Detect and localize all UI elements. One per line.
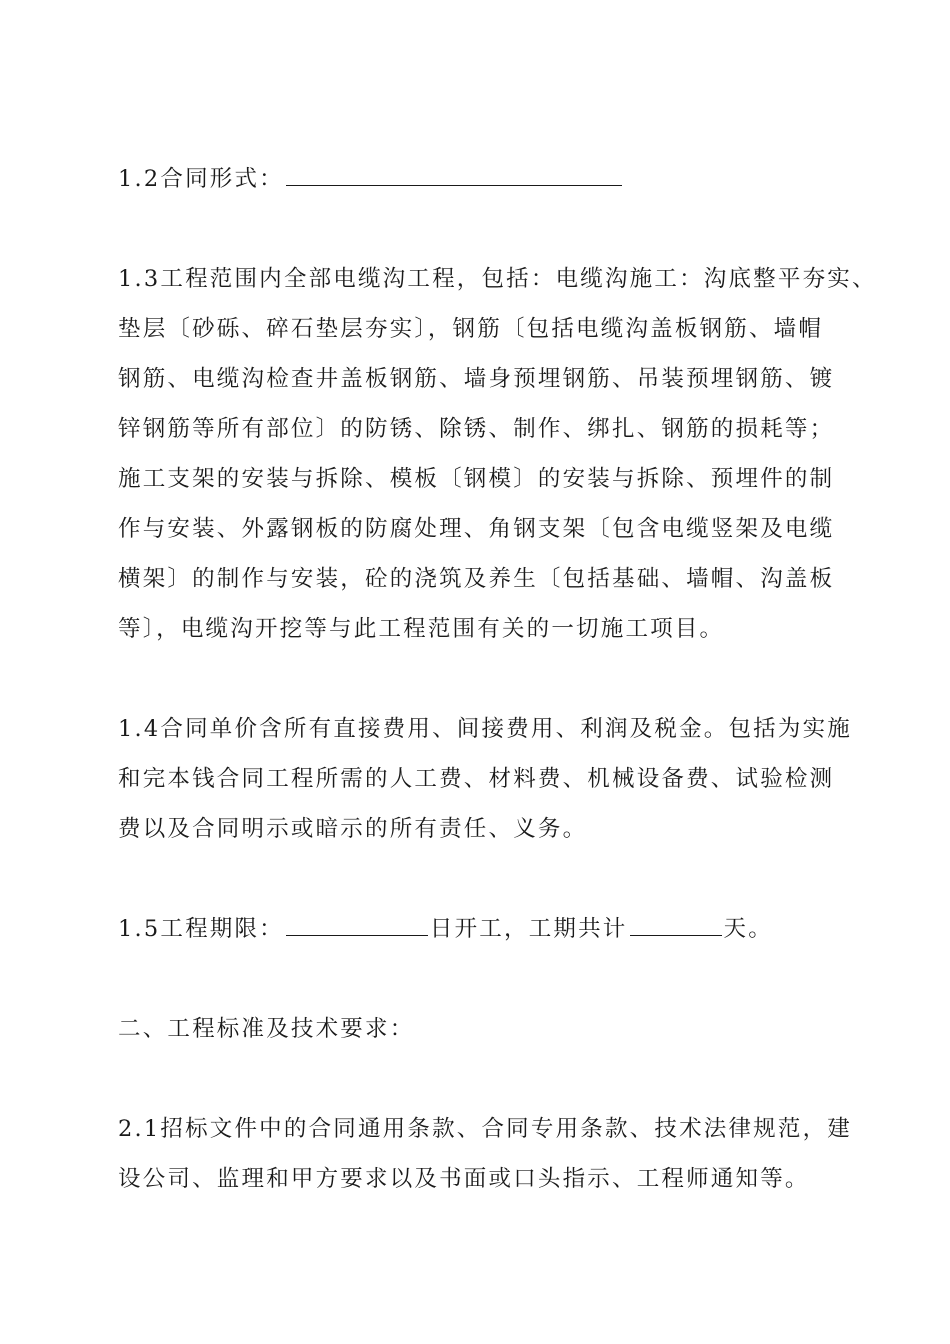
clause-1-4	[118, 704, 858, 854]
clause-1-5-label: 1.5工程期限：	[118, 916, 284, 942]
clause-1-3	[118, 254, 877, 654]
clause-2-1-line: 设公司、监理和甲方要求以及书面或口头指示、工程师通知等。	[118, 1166, 810, 1192]
clause-1-4-line: 费以及合同明示或暗示的所有责任、义务。	[118, 816, 588, 842]
duration-blank	[630, 905, 722, 936]
clause-1-3-line: 1.3工程范围内全部电缆沟工程，包括：电缆沟施工：沟底整平夯实、	[118, 266, 877, 292]
clause-1-5-mid: 日开工，工期共计	[429, 916, 628, 942]
contract-form-blank	[286, 155, 622, 186]
section-2-heading	[118, 1004, 858, 1054]
clause-1-3-line: 锌钢筋等所有部位〕的防锈、除锈、制作、绑扎、钢筋的损耗等；	[118, 416, 835, 442]
clause-1-3-line: 等〕，电缆沟开挖等与此工程范围有关的一切施工项目。	[118, 616, 725, 642]
clause-1-3-line: 钢筋、电缆沟检查井盖板钢筋、墙身预埋钢筋、吊装预埋钢筋、镀	[118, 366, 835, 392]
clause-1-5-end: 天。	[723, 916, 773, 942]
clause-1-3-line: 垫层〔砂砾、碎石垫层夯实〕，钢筋〔包括电缆沟盖板钢筋、墙帽	[118, 316, 824, 342]
clause-1-5	[118, 904, 858, 954]
section-2-heading-text: 二、工程标准及技术要求：	[118, 1016, 415, 1042]
clause-2-1	[118, 1104, 858, 1204]
clause-2-1-line: 2.1招标文件中的合同通用条款、合同专用条款、技术法律规范，建	[118, 1116, 852, 1142]
start-date-blank	[286, 905, 428, 936]
clause-1-2-label: 1.2合同形式：	[118, 166, 284, 192]
clause-1-3-line: 横架〕的制作与安装，砼的浇筑及养生〔包括基础、墙帽、沟盖板	[118, 566, 835, 592]
clause-1-2	[118, 154, 858, 204]
document-page	[118, 150, 877, 1204]
clause-1-4-line: 1.4合同单价含所有直接费用、间接费用、利润及税金。包括为实施	[118, 716, 852, 742]
clause-1-3-line: 作与安装、外露钢板的防腐处理、角钢支架〔包含电缆竖架及电缆	[118, 516, 835, 542]
clause-1-3-line: 施工支架的安装与拆除、模板〔钢模〕的安装与拆除、预埋件的制	[118, 466, 835, 492]
clause-1-4-line: 和完本钱合同工程所需的人工费、材料费、机械设备费、试验检测	[118, 766, 835, 792]
